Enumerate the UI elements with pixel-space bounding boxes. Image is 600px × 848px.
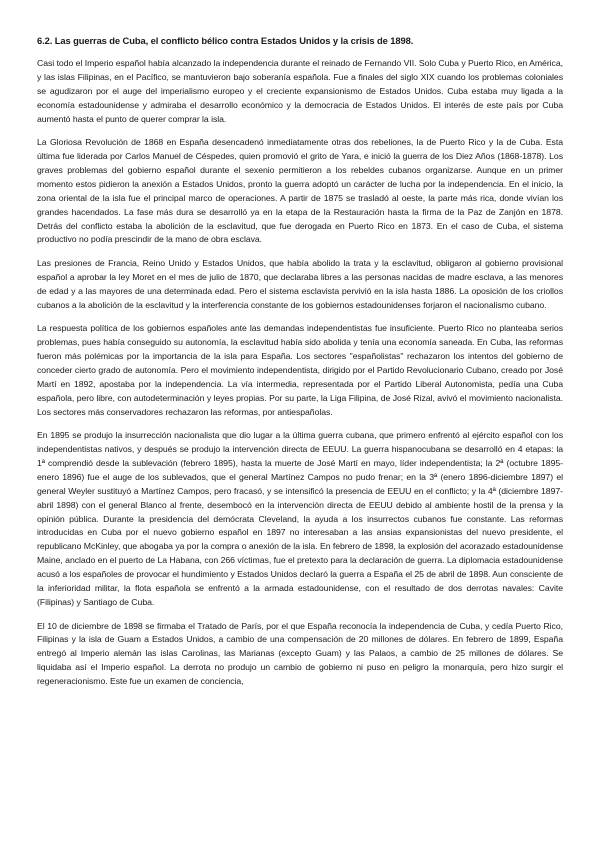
paragraph-respuesta-politica: La respuesta política de los gobiernos españoles ante las demandas independentistas fue insuficiente. Puerto Rico no planteaba serios problemas, pues había conseguido su autonomía, la esclavitud había sido abolida y tenía una economía saneada. En Cuba, las reformas fueron más polémicas por la importancia de la isla para España. Los sectores "españolistas" rechazaron los intentos del gobierno de conceder cierto grado de autonomía. Pero el movimiento independentista, dirigido por el Partido Revolucionario Cubano, creado por José Martí en 1892, apostaba por la independencia. La vía intermedia, representada por el Partido Liberal Autonomista, pedía una Cuba española, pero libre, con autodeterminación y leyes propias. Por su parte, la Liga Filipina, de José Rizal, avivó el movimiento nacionalista. Los sectores más conservadores rechazaron las reformas, por antiespañolas. xyxy=(37,323,563,417)
paragraph-ley-moret: Las presiones de Francia, Reino Unido y Estados Unidos, que había abolido la trata y la esclavitud, obligaron al gobierno provisional español a aprobar la ley Moret en el mes de julio de 1870, que declaraba libres a las personas nacidas de madre esclava, a las menores de edad y a las mayores de una determinada edad. Pero el sistema esclavista pervivió en la isla hasta 1886. La oposición de los criollos cubanos a la abolición de la esclavitud y la interferencia constante de los gobiernos estadounidenses forjaron el nacionalismo cubano. xyxy=(37,257,563,310)
document-page xyxy=(37,34,563,699)
paragraph-gloriosa-revolucion: La Gloriosa Revolución de 1868 en España desencadenó inmediatamente otras dos rebeliones, la de Puerto Rico y la de Cuba. Esta última fue liderada por Carlos Manuel de Céspedes, quien promovió el grito de Yara, e inició la guerra de los Diez Años (1868-1878). Los graves problemas del gobierno español durante el sexenio permitieron a los rebeldes cubanos organizarse. Aunque en un primer momento estos pidieron la anexión a Estados Unidos, pronto la guerra adoptó un carácter de lucha por la independencia. En el inicio, la zona oriental de la isla fue el principal marco de operaciones. A partir de 1875 se trasladó al oeste, la parte más rica, donde vivían los grandes hacendados. La fase más dura se desarrolló ya en la etapa de la Restauración hasta la firma de la Paz de Zanjón en 1878. Detrás del conflicto estaba la abolición de la esclavitud, que fue derogada en Puerto Rico en 1873. En el caso de Cuba, el sistema productivo no podía prescindir de la mano de obra esclava. xyxy=(37,137,563,245)
section-heading: 6.2. Las guerras de Cuba, el conflicto bélico contra Estados Unidos y la crisis de 1898. xyxy=(37,35,414,46)
paragraph-tratado-paris: El 10 de diciembre de 1898 se firmaba el Tratado de París, por el que España reconocía la independencia de Cuba, y cedía Puerto Rico, Filipinas y la isla de Guam a Estados Unidos, a cambio de una compensación de 20 millones de dólares. En febrero de 1899, España entregó al Imperio alemán las islas Carolinas, las Marianas (excepto Guam) y las Palaos, a cambio de 25 millones de dólares. Se liquidaba así el Imperio español. La derrota no produjo un cambio de gobierno ni puso en peligro la monarquía, pero hizo surgir el regeneracionismo. Este fue un examen de conciencia, xyxy=(37,620,563,687)
paragraph-intro: Casi todo el Imperio español había alcanzado la independencia durante el reinado de Fernando VII. Solo Cuba y Puerto Rico, en América, y las islas Filipinas, en el Pacífico, se mantuvieron bajo soberanía española. Fue a finales del siglo XIX cuando los problemas coloniales se agudizaron por el auge del imperialismo europeo y el creciente expansionismo de Estados Unidos. Cuba estaba muy ligada a la economía estadounidense y admiraba el desarrollo económico y la democracia de Estados Unidos. El interés de este país por Cuba aumentó hasta el punto de querer comprar la isla. xyxy=(37,58,563,124)
paragraph-guerra-1895: En 1895 se produjo la insurrección nacionalista que dio lugar a la última guerra cubana, que primero enfrentó al ejército español con los independentistas nativos, y después se produjo la intervención directa de EEUU. La guerra hispanocubana se desarrolló en 4 etapas: la 1ª comprendió desde la sublevación (febrero 1895), hasta la muerte de José Martí en mayo, líder independentista; la 2ª (octubre 1895-enero 1896) fue el auge de los sublevados, que el general Martínez Campos no pudo frenar; en la 3ª (enero 1896-diciembre 1897) el general Weyler sustituyó a Martínez Campos, pero fracasó, y se intensificó la presencia de EEUU en el conflicto; y la 4ª (diciembre 1897-abril 1898) con el general Blanco al frente, desembocó en la intervención directa de EEUU debido al ambiente hostil de la prensa y la opinión pública. Durante la presidencia del demócrata Cleveland, la ayuda a los insurrectos cubanos fue constante. Las reformas introducidas en Cuba por el nuevo gobierno español en 1897 no interesaban a las ansias expansionistas del nuevo presidente, el republicano McKinley, que abogaba ya por la compra o anexión de la isla. En febrero de 1898, la explosión del acorazado estadounidense Maine, anclado en el puerto de La Habana, con 266 víctimas, fue el pretexto para la declaración de guerra. La diplomacia estadounidense acusó a los españoles de provocar el hundimiento y Estados Unidos declaró la guerra a España el 25 de abril de 1898. Aun consciente de la inferioridad militar, la flota española se enfrentó a la armada estadounidense, con el resultado de dos derrotas navales: Cavite (Filipinas) y Santiago de Cuba. xyxy=(37,430,563,607)
